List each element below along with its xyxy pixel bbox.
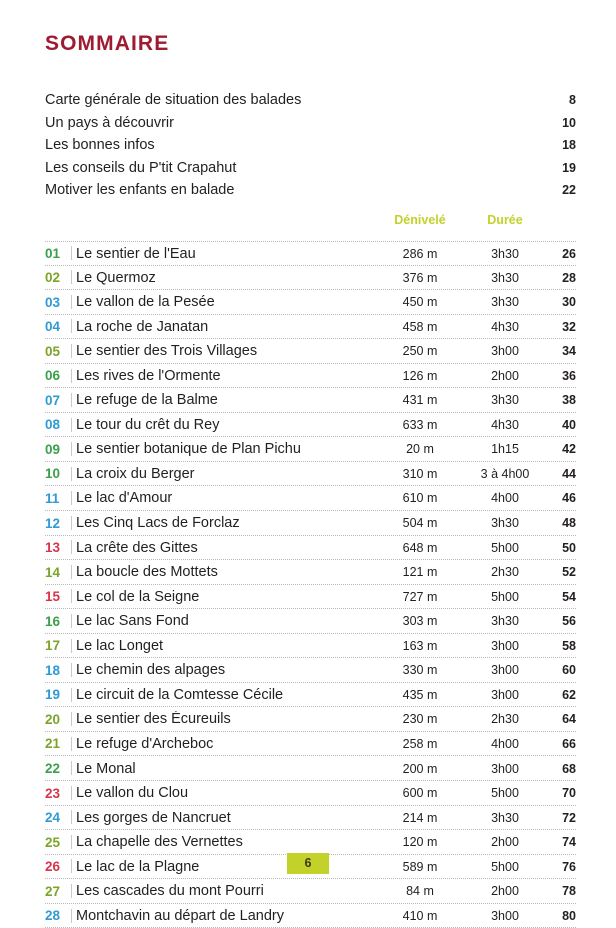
- walk-denivele: 376 m: [402, 270, 438, 285]
- walk-number: 19: [45, 687, 61, 703]
- row-divider: [67, 879, 76, 903]
- row-divider: [67, 732, 76, 756]
- walk-denivele: 200 m: [402, 761, 438, 776]
- walk-name: Le lac d'Amour: [76, 490, 173, 506]
- walk-number: 14: [45, 564, 61, 580]
- walk-duree: 3 à 4h00: [480, 466, 530, 481]
- intro-label: Les conseils du P'tit Crapahut: [45, 159, 237, 176]
- walk-denivele: 600 m: [402, 786, 438, 801]
- table-row[interactable]: [45, 781, 576, 806]
- walk-name: La croix du Berger: [76, 465, 195, 482]
- walk-number: 21: [45, 736, 61, 752]
- walk-denivele: 330 m: [402, 663, 438, 678]
- table-row[interactable]: [45, 536, 576, 561]
- walk-name: Le circuit de la Comtesse Cécile: [76, 686, 284, 703]
- intro-page-number: 10: [562, 115, 576, 130]
- walk-page-number: 34: [562, 344, 576, 359]
- walk-name: Le Monal: [76, 760, 136, 776]
- table-row[interactable]: [45, 315, 576, 340]
- walk-duree: 5h00: [491, 859, 519, 874]
- walk-name: Le chemin des alpages: [76, 662, 226, 678]
- walk-page-number: 80: [562, 908, 576, 923]
- walk-duree: 3h00: [491, 638, 519, 653]
- row-divider: [67, 585, 76, 609]
- walk-denivele: 589 m: [402, 859, 438, 874]
- walk-denivele: 286 m: [402, 246, 438, 261]
- walk-duree: 2h00: [491, 884, 519, 899]
- walk-duree: 4h00: [491, 736, 519, 751]
- walk-number: 28: [45, 908, 61, 924]
- walk-number: 26: [45, 859, 61, 875]
- walk-denivele: 126 m: [402, 368, 438, 383]
- row-divider: [67, 634, 76, 658]
- walk-duree: 2h00: [491, 368, 519, 383]
- walk-denivele: 258 m: [402, 736, 438, 751]
- walk-name: Le lac Sans Fond: [76, 613, 189, 629]
- walk-denivele: 230 m: [402, 712, 438, 727]
- walk-duree: 4h30: [491, 319, 519, 334]
- table-row[interactable]: [45, 756, 576, 781]
- table-row[interactable]: [45, 462, 576, 487]
- walk-page-number: 72: [562, 810, 576, 825]
- row-divider: [67, 437, 76, 461]
- walk-duree: 3h00: [491, 761, 519, 776]
- column-header-denivele: Dénivelé: [394, 213, 446, 227]
- walk-page-number: 44: [562, 466, 576, 481]
- walk-name: Le refuge de la Balme: [76, 392, 218, 408]
- walk-name: La roche de Janatan: [76, 318, 209, 335]
- walk-denivele: 121 m: [402, 565, 438, 580]
- table-row[interactable]: [45, 879, 576, 904]
- walk-duree: 3h30: [491, 393, 519, 408]
- table-row[interactable]: [45, 683, 576, 708]
- page-title: SOMMAIRE: [45, 32, 170, 55]
- table-row[interactable]: [45, 388, 576, 413]
- walk-denivele: 310 m: [402, 466, 438, 481]
- walk-duree: 3h30: [491, 295, 519, 310]
- intro-label: Les bonnes infos: [45, 137, 155, 154]
- walk-denivele: 410 m: [402, 908, 438, 923]
- walk-duree: 3h00: [491, 344, 519, 359]
- walk-page-number: 38: [562, 393, 576, 408]
- walk-denivele: 435 m: [402, 687, 438, 702]
- table-row[interactable]: [45, 339, 576, 364]
- footer: [0, 853, 616, 874]
- walk-denivele: 250 m: [402, 344, 438, 359]
- intro-label: Motiver les enfants en balade: [45, 182, 235, 199]
- table-row[interactable]: [45, 560, 576, 585]
- intro-row[interactable]: [45, 160, 576, 183]
- walk-denivele: 458 m: [402, 319, 438, 334]
- walk-number: 12: [45, 515, 61, 531]
- walks-table: [45, 213, 576, 928]
- row-divider: [67, 364, 76, 388]
- walk-duree: 2h30: [491, 565, 519, 580]
- walk-page-number: 70: [562, 786, 576, 801]
- walk-duree: 4h30: [491, 417, 519, 432]
- table-row[interactable]: [45, 437, 576, 462]
- walk-name: Le col de la Seigne: [76, 588, 200, 605]
- row-divider: [67, 683, 76, 707]
- column-header-duree: Durée: [487, 213, 523, 227]
- row-divider: [67, 658, 76, 682]
- row-divider: [67, 609, 76, 633]
- row-divider: [67, 462, 76, 486]
- row-divider: [67, 388, 76, 412]
- walk-page-number: 42: [562, 442, 576, 457]
- page-number-badge: 6: [287, 853, 329, 874]
- row-divider: [67, 339, 76, 363]
- walk-page-number: 48: [562, 516, 576, 531]
- walk-number: 24: [45, 810, 61, 826]
- walk-number: 03: [45, 294, 61, 310]
- walk-name: La chapelle des Vernettes: [76, 834, 243, 850]
- walk-page-number: 64: [562, 712, 576, 727]
- walk-name: Les gorges de Nancruet: [76, 809, 231, 826]
- walk-name: Le vallon du Clou: [76, 785, 189, 801]
- walk-duree: 5h00: [491, 786, 519, 801]
- walk-page-number: 66: [562, 736, 576, 751]
- intro-page-number: 8: [569, 93, 576, 107]
- walk-duree: 3h00: [491, 687, 519, 702]
- walk-duree: 3h30: [491, 246, 519, 261]
- walk-name: La crête des Gittes: [76, 539, 198, 556]
- table-row[interactable]: [45, 486, 576, 511]
- walk-number: 06: [45, 368, 61, 384]
- intro-label: Carte générale de situation des balades: [45, 92, 302, 108]
- walk-duree: 5h00: [491, 540, 519, 555]
- table-row[interactable]: [45, 364, 576, 389]
- walk-denivele: 648 m: [402, 540, 438, 555]
- row-divider: [67, 904, 76, 928]
- walk-duree: 3h30: [491, 516, 519, 531]
- walk-number: 15: [45, 589, 61, 605]
- table-row[interactable]: [45, 609, 576, 634]
- walk-name: La boucle des Mottets: [76, 564, 218, 580]
- intro-row[interactable]: [45, 92, 576, 115]
- intro-label: Un pays à découvrir: [45, 114, 174, 131]
- walk-name: Les cascades du mont Pourri: [76, 883, 264, 899]
- walk-number: 25: [45, 834, 61, 850]
- table-row[interactable]: [45, 266, 576, 291]
- walk-denivele: 20 m: [406, 442, 434, 457]
- walk-duree: 1h15: [491, 442, 519, 457]
- row-divider: [67, 290, 76, 314]
- walk-page-number: 74: [562, 835, 576, 850]
- walk-page-number: 78: [562, 884, 576, 899]
- intro-page-number: 19: [562, 160, 576, 175]
- table-row[interactable]: [45, 634, 576, 659]
- walk-name: Le vallon de la Pesée: [76, 294, 215, 310]
- walk-number: 11: [45, 490, 60, 506]
- table-row[interactable]: [45, 707, 576, 732]
- walk-page-number: 56: [562, 614, 576, 629]
- walk-page-number: 50: [562, 540, 576, 555]
- intro-page-number: 22: [562, 183, 576, 198]
- walk-number: 13: [45, 540, 61, 556]
- walk-number: 05: [45, 343, 61, 359]
- walk-duree: 3h30: [491, 614, 519, 629]
- table-row[interactable]: [45, 413, 576, 438]
- walk-denivele: 610 m: [402, 491, 438, 506]
- row-divider: [67, 756, 76, 780]
- table-row[interactable]: [45, 290, 576, 315]
- walk-page-number: 52: [562, 565, 576, 580]
- walk-duree: 3h00: [491, 663, 519, 678]
- walk-denivele: 214 m: [402, 810, 438, 825]
- walk-denivele: 633 m: [402, 417, 438, 432]
- walk-page-number: 36: [562, 368, 576, 383]
- table-row[interactable]: [45, 511, 576, 536]
- walk-duree: 3h30: [491, 810, 519, 825]
- walk-duree: 2h00: [491, 835, 519, 850]
- row-divider: [67, 707, 76, 731]
- walk-number: 22: [45, 761, 61, 776]
- walk-denivele: 727 m: [402, 589, 438, 604]
- walk-name: Les Cinq Lacs de Forclaz: [76, 515, 240, 531]
- table-row[interactable]: [45, 904, 576, 928]
- walk-page-number: 58: [562, 638, 576, 653]
- walk-number: 27: [45, 883, 61, 899]
- table-row[interactable]: [45, 806, 576, 831]
- walk-number: 07: [45, 392, 61, 408]
- table-row[interactable]: [45, 241, 576, 266]
- row-divider: [67, 511, 76, 535]
- walk-page-number: 68: [562, 761, 576, 776]
- row-divider: [67, 536, 76, 560]
- walk-page-number: 46: [562, 491, 576, 506]
- walk-denivele: 120 m: [402, 835, 438, 850]
- walk-page-number: 26: [562, 246, 576, 261]
- row-divider: [67, 806, 76, 830]
- row-divider: [67, 413, 76, 437]
- intro-row[interactable]: [45, 182, 576, 205]
- walk-page-number: 40: [562, 417, 576, 432]
- walk-number: 09: [45, 441, 61, 457]
- walk-number: 16: [45, 613, 61, 629]
- walk-page-number: 76: [562, 859, 576, 874]
- walk-name: Montchavin au départ de Landry: [76, 907, 284, 924]
- walk-name: Le sentier des Écureuils: [76, 711, 231, 727]
- walk-name: Le tour du crêt du Rey: [76, 416, 220, 433]
- row-divider: [67, 486, 76, 510]
- walk-name: Le sentier botanique de Plan Pichu: [76, 441, 301, 457]
- walk-page-number: 62: [562, 687, 576, 702]
- walk-number: 02: [45, 270, 61, 286]
- walk-duree: 3h30: [491, 270, 519, 285]
- walk-number: 23: [45, 785, 61, 801]
- walk-duree: 4h00: [491, 491, 519, 506]
- walk-name: Le lac de la Plagne: [76, 858, 200, 875]
- walk-page-number: 32: [562, 319, 576, 334]
- walk-page-number: 54: [562, 589, 576, 604]
- intro-section: [45, 92, 576, 205]
- walk-page-number: 60: [562, 663, 576, 678]
- walk-denivele: 84 m: [406, 884, 434, 899]
- walk-denivele: 431 m: [402, 393, 438, 408]
- walk-number: 10: [45, 466, 61, 482]
- row-divider: [67, 560, 76, 584]
- walk-name: Le sentier des Trois Villages: [76, 343, 258, 359]
- walk-duree: 5h00: [491, 589, 519, 604]
- intro-page-number: 18: [562, 138, 576, 153]
- table-row[interactable]: [45, 732, 576, 757]
- walk-name: Les rives de l'Ormente: [76, 367, 221, 384]
- row-divider: [67, 781, 76, 805]
- walk-page-number: 28: [562, 270, 576, 285]
- table-row[interactable]: [45, 830, 576, 855]
- table-header-row: [45, 213, 576, 241]
- walk-denivele: 303 m: [402, 614, 438, 629]
- table-row[interactable]: [45, 585, 576, 610]
- walk-denivele: 450 m: [402, 295, 438, 310]
- walk-number: 17: [45, 638, 61, 654]
- table-body: [45, 241, 576, 928]
- row-divider: [67, 315, 76, 339]
- walk-number: 01: [45, 246, 61, 262]
- walk-number: 20: [45, 711, 61, 727]
- walk-name: Le lac Longet: [76, 637, 164, 654]
- row-divider: [67, 242, 76, 265]
- walk-name: Le refuge d'Archeboc: [76, 735, 214, 752]
- walk-duree: 2h30: [491, 712, 519, 727]
- walk-name: Le sentier de l'Eau: [76, 245, 196, 262]
- walk-number: 08: [45, 417, 61, 433]
- intro-row[interactable]: [45, 137, 576, 160]
- walk-name: Le Quermoz: [76, 269, 156, 286]
- row-divider: [67, 266, 76, 290]
- walk-duree: 3h00: [491, 908, 519, 923]
- walk-denivele: 163 m: [402, 638, 438, 653]
- intro-row[interactable]: [45, 115, 576, 138]
- walk-denivele: 504 m: [402, 516, 438, 531]
- walk-page-number: 30: [562, 295, 576, 310]
- table-row[interactable]: [45, 658, 576, 683]
- walk-number: 18: [45, 662, 61, 678]
- row-divider: [67, 830, 76, 854]
- walk-number: 04: [45, 319, 61, 335]
